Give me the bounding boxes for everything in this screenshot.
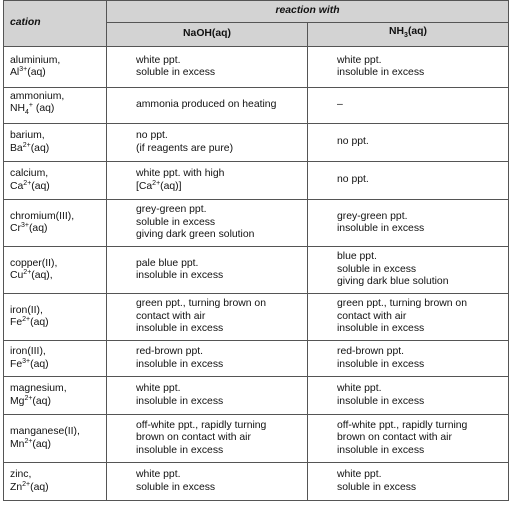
result-line: giving dark green solution xyxy=(136,229,255,241)
result-line: soluble in excess xyxy=(136,67,216,78)
cation-name: iron(III), xyxy=(10,346,46,357)
table-row xyxy=(4,294,509,341)
cation-name: ammonium, xyxy=(10,90,65,102)
cation-symbol: Ca xyxy=(10,180,24,192)
result-line: insoluble in excess xyxy=(337,444,425,456)
cation-state: (aq) xyxy=(32,395,51,407)
result-line: green ppt., turning brown on xyxy=(337,298,467,310)
header-row-1 xyxy=(4,1,509,23)
cation-symbol: NH xyxy=(10,103,26,115)
nh3-result-cell xyxy=(308,124,509,162)
cation-cell xyxy=(4,341,107,377)
cation-name: iron(II), xyxy=(10,304,43,316)
cation-formula xyxy=(10,223,106,236)
result-line: soluble in excess xyxy=(136,481,216,493)
cation-state: (aq), xyxy=(31,270,53,281)
cation-charge: 2+ xyxy=(22,316,31,323)
table-row xyxy=(4,247,509,294)
cation-cell xyxy=(4,200,107,247)
naoh-result-cell xyxy=(107,247,308,294)
cation-state: (aq) xyxy=(30,142,50,154)
cation-cell xyxy=(4,377,107,415)
cation-formula xyxy=(10,439,106,452)
cation-charge: 2+ xyxy=(22,141,31,149)
charge-superscript: 2+ xyxy=(152,179,161,187)
cation-state: (aq) xyxy=(33,103,55,115)
table-row xyxy=(4,200,509,247)
naoh-result-cell xyxy=(107,463,308,501)
cation-cell xyxy=(4,415,107,463)
cation-symbol: Mg xyxy=(10,395,25,407)
result-line: contact with air xyxy=(337,310,407,322)
result-line: white ppt. xyxy=(337,383,382,394)
cation-charge: 2+ xyxy=(23,179,32,187)
result-line: red-brown ppt. xyxy=(337,346,404,357)
result-line: insoluble in excess xyxy=(136,323,224,335)
result-line: contact with air xyxy=(136,310,206,322)
result-line: brown on contact with air xyxy=(337,432,452,444)
naoh-result-cell xyxy=(107,341,308,377)
result-line: no ppt. xyxy=(337,136,369,148)
table-row xyxy=(4,124,509,162)
result-line: green ppt., turning brown on xyxy=(136,298,266,310)
nh3-result-cell xyxy=(308,247,509,294)
result-line: insoluble in excess xyxy=(337,395,425,407)
cation-name: magnesium, xyxy=(10,383,67,394)
cation-formula xyxy=(10,396,106,409)
cation-header: cation xyxy=(4,1,107,47)
table-row xyxy=(4,88,509,124)
result-line: insoluble in excess xyxy=(136,395,224,407)
cation-symbol: Fe xyxy=(10,358,23,370)
cation-formula xyxy=(10,482,106,495)
cation-subscript: 4 xyxy=(25,109,29,117)
cation-name: aluminium, xyxy=(10,54,61,66)
cation-name: calcium, xyxy=(10,168,49,179)
nh3-result-cell xyxy=(308,377,509,415)
result-text: (aq)] xyxy=(160,180,182,192)
cation-charge: 2+ xyxy=(22,480,31,488)
cation-charge: 3+ xyxy=(19,66,28,73)
cation-charge: 3+ xyxy=(22,357,31,365)
naoh-result-cell xyxy=(107,200,308,247)
nh3-result-cell xyxy=(308,88,509,124)
result-line: red-brown ppt. xyxy=(136,346,203,357)
cation-symbol: Al xyxy=(10,67,20,78)
cation-charge: 2+ xyxy=(24,394,33,402)
nh3-result-cell xyxy=(308,294,509,341)
cation-cell xyxy=(4,463,107,501)
nh3-result-cell xyxy=(308,47,509,88)
result-line: soluble in excess xyxy=(337,481,417,493)
cation-formula xyxy=(10,317,106,330)
cation-state: (aq) xyxy=(30,317,49,328)
result-line: white ppt. xyxy=(136,469,181,480)
cation-cell xyxy=(4,294,107,341)
result-line: ammonia produced on heating xyxy=(136,99,277,111)
cation-state: (aq) xyxy=(30,481,49,493)
naoh-result-cell xyxy=(107,88,308,124)
cation-state: (aq) xyxy=(27,67,46,78)
cation-cell xyxy=(4,162,107,200)
result-line: soluble in excess xyxy=(337,263,417,275)
cation-symbol: Zn xyxy=(10,481,23,493)
table-row xyxy=(4,162,509,200)
cation-state: (aq) xyxy=(28,223,48,234)
result-line: insoluble in excess xyxy=(337,67,425,78)
cation-formula xyxy=(10,67,106,80)
result-line: brown on contact with air xyxy=(136,432,251,444)
cation-formula xyxy=(10,359,106,372)
cation-state: (aq) xyxy=(32,438,51,450)
result-line: – xyxy=(337,99,343,111)
result-line: giving dark blue solution xyxy=(337,276,449,288)
naoh-header: NaOH(aq) xyxy=(107,23,308,47)
table-row xyxy=(4,415,509,463)
result-line: white ppt. xyxy=(337,54,382,66)
cation-state: (aq) xyxy=(30,358,49,370)
result-line: insoluble in excess xyxy=(337,358,425,370)
cation-formula xyxy=(10,181,106,194)
result-line: soluble in excess xyxy=(136,216,216,228)
cation-charge: + xyxy=(28,102,34,110)
naoh-result-cell xyxy=(107,124,308,162)
result-line: white ppt. xyxy=(136,383,181,394)
result-line: white ppt. with high xyxy=(136,168,225,179)
cation-formula xyxy=(10,270,106,283)
cation-reaction-table xyxy=(3,0,509,501)
table-row xyxy=(4,341,509,377)
cation-name: zinc, xyxy=(10,469,32,480)
result-line: no ppt. xyxy=(136,130,168,141)
cation-symbol: Ba xyxy=(10,142,23,154)
naoh-result-cell xyxy=(107,294,308,341)
result-line: grey-green ppt. xyxy=(337,210,408,222)
result-line xyxy=(136,181,307,194)
naoh-result-cell xyxy=(107,415,308,463)
result-line: (if reagents are pure) xyxy=(136,142,234,154)
nh3-header: $NH_3(aq)$ xyxy=(308,23,509,47)
cation-symbol: Fe xyxy=(10,317,23,328)
result-line: no ppt. xyxy=(337,174,369,186)
result-line: blue ppt. xyxy=(337,251,377,263)
result-line: insoluble in excess xyxy=(337,323,425,335)
cation-state: (aq) xyxy=(31,180,50,192)
nh3-result-cell xyxy=(308,415,509,463)
naoh-result-cell xyxy=(107,377,308,415)
cation-charge: 3+ xyxy=(20,222,29,229)
naoh-result-cell xyxy=(107,47,308,88)
cation-symbol: Cu xyxy=(10,270,24,281)
result-line: off-white ppt., rapidly turning xyxy=(337,419,468,431)
result-line: white ppt. xyxy=(136,54,181,66)
cation-charge: 2+ xyxy=(23,269,32,276)
table-row xyxy=(4,463,509,501)
cation-formula xyxy=(10,103,106,120)
nh3-result-cell xyxy=(308,162,509,200)
cation-name: barium, xyxy=(10,130,45,141)
result-line: insoluble in excess xyxy=(136,444,224,456)
result-line: off-white ppt., rapidly turning xyxy=(136,419,267,431)
cation-name: copper(II), xyxy=(10,257,58,269)
cation-cell xyxy=(4,124,107,162)
cation-charge: 2+ xyxy=(24,437,33,445)
table-row xyxy=(4,377,509,415)
cation-cell xyxy=(4,47,107,88)
result-line: insoluble in excess xyxy=(136,358,224,370)
result-line: insoluble in excess xyxy=(337,223,425,234)
cation-cell xyxy=(4,247,107,294)
cation-name: manganese(II), xyxy=(10,426,80,437)
result-line: insoluble in excess xyxy=(136,270,224,281)
result-line: pale blue ppt. xyxy=(136,257,199,269)
cation-symbol: Cr xyxy=(10,223,21,234)
nh3-result-cell xyxy=(308,200,509,247)
nh3-result-cell xyxy=(308,463,509,501)
cation-symbol: Mn xyxy=(10,438,25,450)
nh3-result-cell xyxy=(308,341,509,377)
naoh-result-cell xyxy=(107,162,308,200)
table-row xyxy=(4,47,509,88)
result-text: [Ca xyxy=(136,180,153,192)
cation-cell xyxy=(4,88,107,124)
result-line: grey-green ppt. xyxy=(136,204,207,216)
cation-name: chromium(III), xyxy=(10,210,75,222)
reaction-with-header: reaction with xyxy=(107,1,509,23)
cation-formula xyxy=(10,143,106,156)
result-line: white ppt. xyxy=(337,469,382,480)
